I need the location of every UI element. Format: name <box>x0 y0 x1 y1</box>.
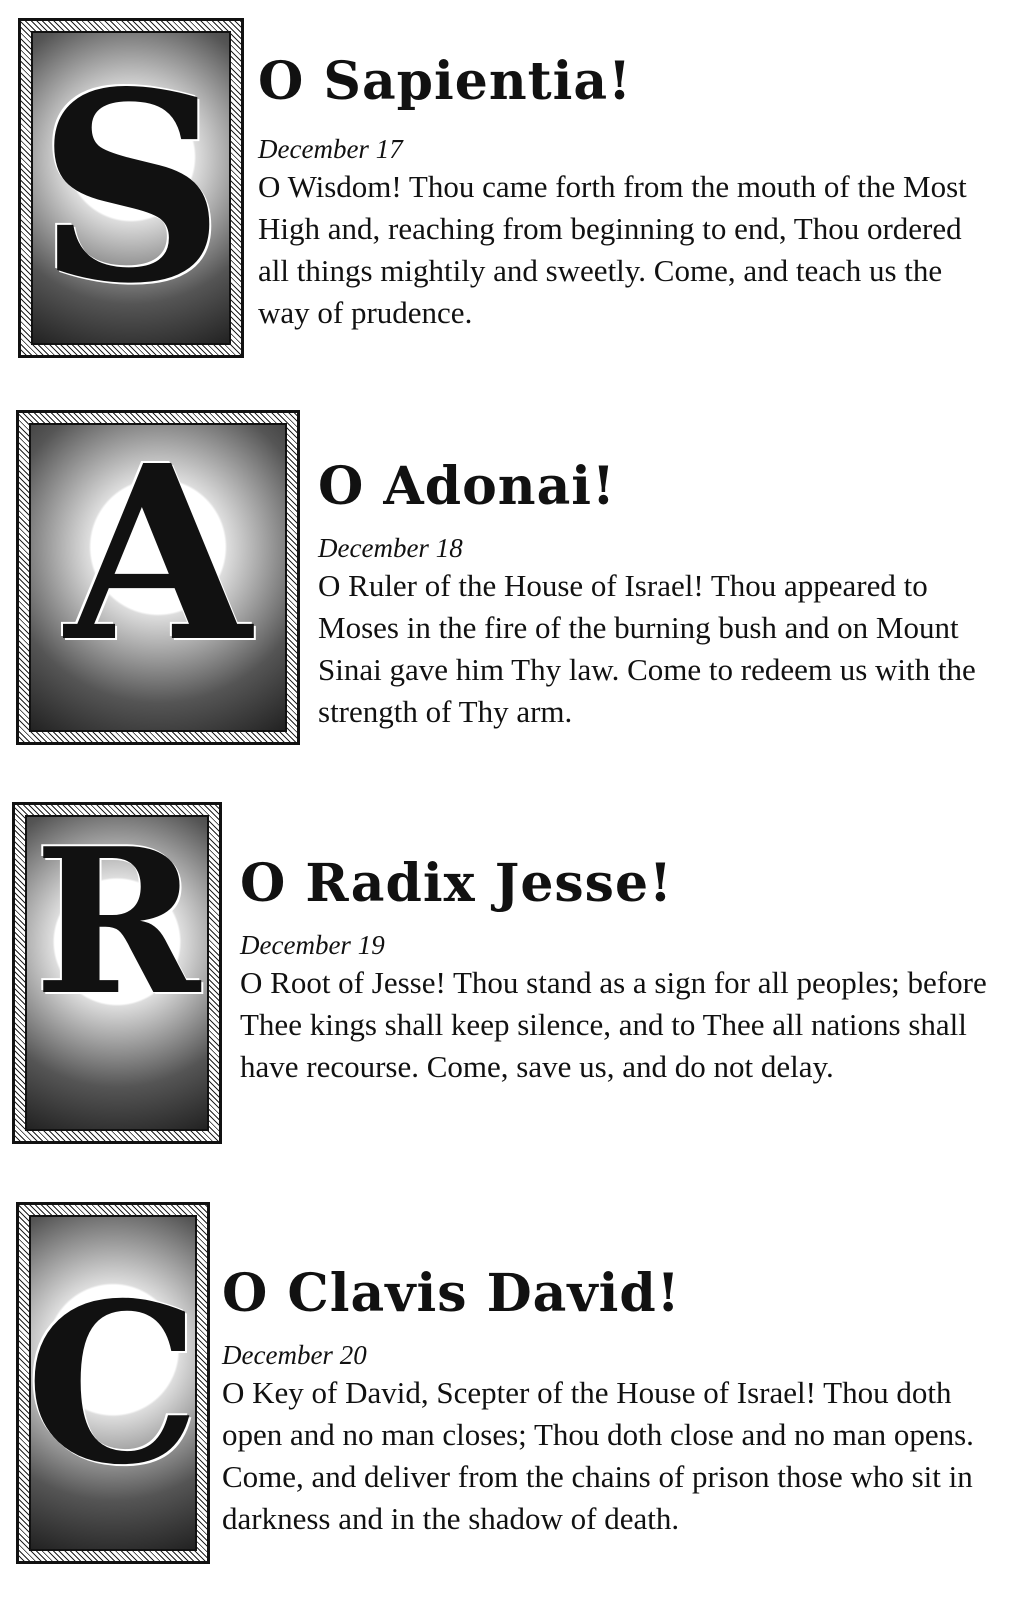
antiphon-sapientia <box>258 50 993 334</box>
antiphon-date: December 18 <box>318 533 463 563</box>
initial-letter: S <box>37 35 225 341</box>
illuminated-initial-s <box>18 18 244 358</box>
initial-letter: C <box>25 1253 201 1513</box>
antiphon-title: O Clavis David! <box>222 1263 681 1324</box>
antiphon-title: O Sapientia! <box>258 51 632 112</box>
antiphon-title: O Radix Jesse! <box>240 853 673 914</box>
antiphon-adonai <box>318 455 998 733</box>
antiphon-text: O Wisdom! Thou came forth from the mouth of the Most High and, reaching from beginning to end, Thou ordered all things mightily and sweetly. Come, and teach us the way of prudence. <box>258 169 967 330</box>
antiphon-date: December 19 <box>240 930 385 960</box>
initial-letter: R <box>33 805 201 1040</box>
illuminated-initial-c <box>16 1202 210 1564</box>
antiphon-text: O Key of David, Scepter of the House of Israel! Thou doth open and no man closes; Thou doth close and no man opens. Come, and deliver from the chains of prison those who sit in darkness and in the shadow of death. <box>222 1375 974 1536</box>
antiphon-date: December 17 <box>258 134 403 164</box>
antiphon-title: O Adonai! <box>318 456 616 517</box>
antiphon-radix-jesse <box>240 852 1000 1088</box>
antiphon-clavis-david <box>222 1262 1002 1540</box>
antiphon-text: O Root of Jesse! Thou stand as a sign for all peoples; before Thee kings shall keep silence, and to Thee all nations shall have recourse. Come, save us, and do not delay. <box>240 965 987 1084</box>
illuminated-initial-a <box>16 410 300 745</box>
antiphon-date: December 20 <box>222 1340 367 1370</box>
antiphon-text: O Ruler of the House of Israel! Thou appeared to Moses in the fire of the burning bush and on Mount Sinai gave him Thy law. Come to redeem us with the strength of Thy arm. <box>318 568 976 729</box>
illuminated-initial-r <box>12 802 222 1144</box>
initial-letter: A <box>64 413 252 695</box>
